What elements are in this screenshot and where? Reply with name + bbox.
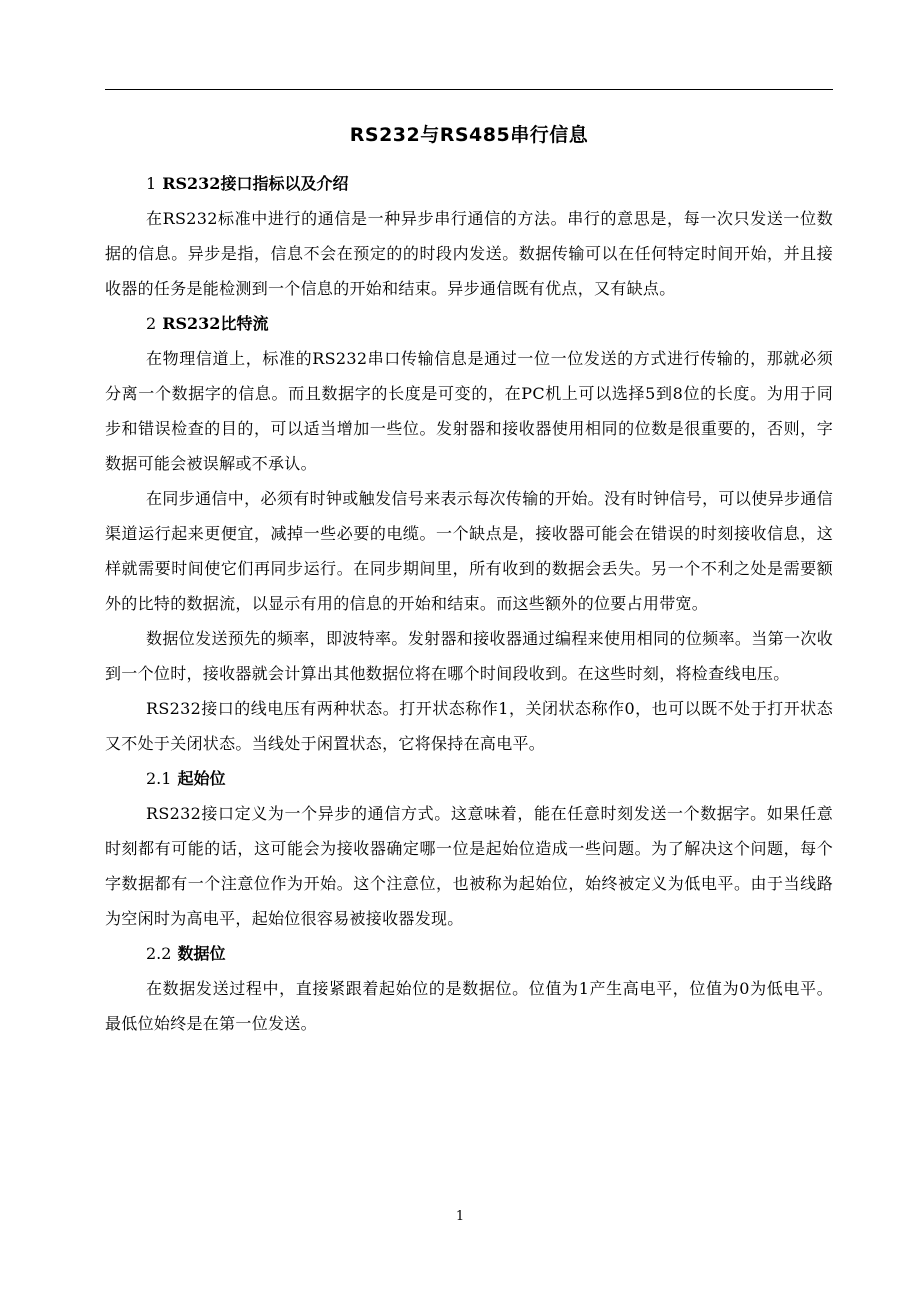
section-1 bbox=[105, 166, 833, 306]
section-heading bbox=[105, 166, 833, 201]
section-title: 数据位 bbox=[177, 944, 226, 963]
section-heading bbox=[105, 936, 833, 971]
paragraph: 在RS232标准中进行的通信是一种异步串行通信的方法。串行的意思是，每一次只发送一位数据的信息。异步是指，信息不会在预定的的时段内发送。数据传输可以在任何特定时间开始，并且接收器的任务是能检测到一个信息的开始和结束。异步通信既有优点，又有缺点。 bbox=[105, 209, 833, 298]
paragraph: RS232接口定义为一个异步的通信方式。这意味着，能在任意时刻发送一个数据字。如果任意时刻都有可能的话，这可能会为接收器确定哪一位是起始位造成一些问题。为了解决这个问题，每个字数据都有一个注意位作为开始。这个注意位，也被称为起始位，始终被定义为低电平。由于当线路为空闲时为高电平，起始位很容易被接收器发现。 bbox=[105, 804, 833, 928]
section-heading bbox=[105, 761, 833, 796]
header-rule bbox=[105, 89, 833, 90]
page-number: 1 bbox=[455, 1209, 465, 1224]
section-number: 2 bbox=[146, 314, 157, 333]
section-number: 2.1 bbox=[146, 769, 172, 788]
paragraph: 在同步通信中，必须有时钟或触发信号来表示每次传输的开始。没有时钟信号，可以使异步通信渠道运行起来更便宜，减掉一些必要的电缆。一个缺点是，接收器可能会在错误的时刻接收信息，这样就需要时间使它们再同步运行。在同步期间里，所有收到的数据会丢失。另一个不利之处是需要额外的比特的数据流，以显示有用的信息的开始和结束。而这些额外的位要占用带宽。 bbox=[105, 489, 833, 613]
paragraph: 在物理信道上，标准的RS232串口传输信息是通过一位一位发送的方式进行传输的，那就必须分离一个数据字的信息。而且数据字的长度是可变的，在PC机上可以选择5到8位的长度。为用于同步和错误检查的目的，可以适当增加一些位。发射器和接收器使用相同的位数是很重要的，否则，字数据可能会被误解或不承认。 bbox=[105, 349, 833, 473]
section-heading bbox=[105, 306, 833, 341]
section-2-2 bbox=[105, 936, 833, 1041]
section-title: RS232比特流 bbox=[162, 314, 269, 333]
section-number: 1 bbox=[146, 174, 157, 193]
document-title: RS232与RS485串行信息 bbox=[349, 124, 589, 146]
section-2 bbox=[105, 306, 833, 761]
section-2-1 bbox=[105, 761, 833, 936]
page-content bbox=[105, 118, 833, 1041]
section-title: RS232接口指标以及介绍 bbox=[162, 174, 349, 193]
paragraph: 数据位发送预先的频率，即波特率。发射器和接收器通过编程来使用相同的位频率。当第一次收到一个位时，接收器就会计算出其他数据位将在哪个时间段收到。在这些时刻，将检查线电压。 bbox=[105, 629, 833, 683]
section-number: 2.2 bbox=[146, 944, 172, 963]
section-title: 起始位 bbox=[177, 769, 226, 788]
paragraph: 在数据发送过程中，直接紧跟着起始位的是数据位。位值为1产生高电平，位值为0为低电平。最低位始终是在第一位发送。 bbox=[105, 979, 833, 1033]
paragraph: RS232接口的线电压有两种状态。打开状态称作1，关闭状态称作0，也可以既不处于打开状态又不处于关闭状态。当线处于闲置状态，它将保持在高电平。 bbox=[105, 699, 833, 753]
